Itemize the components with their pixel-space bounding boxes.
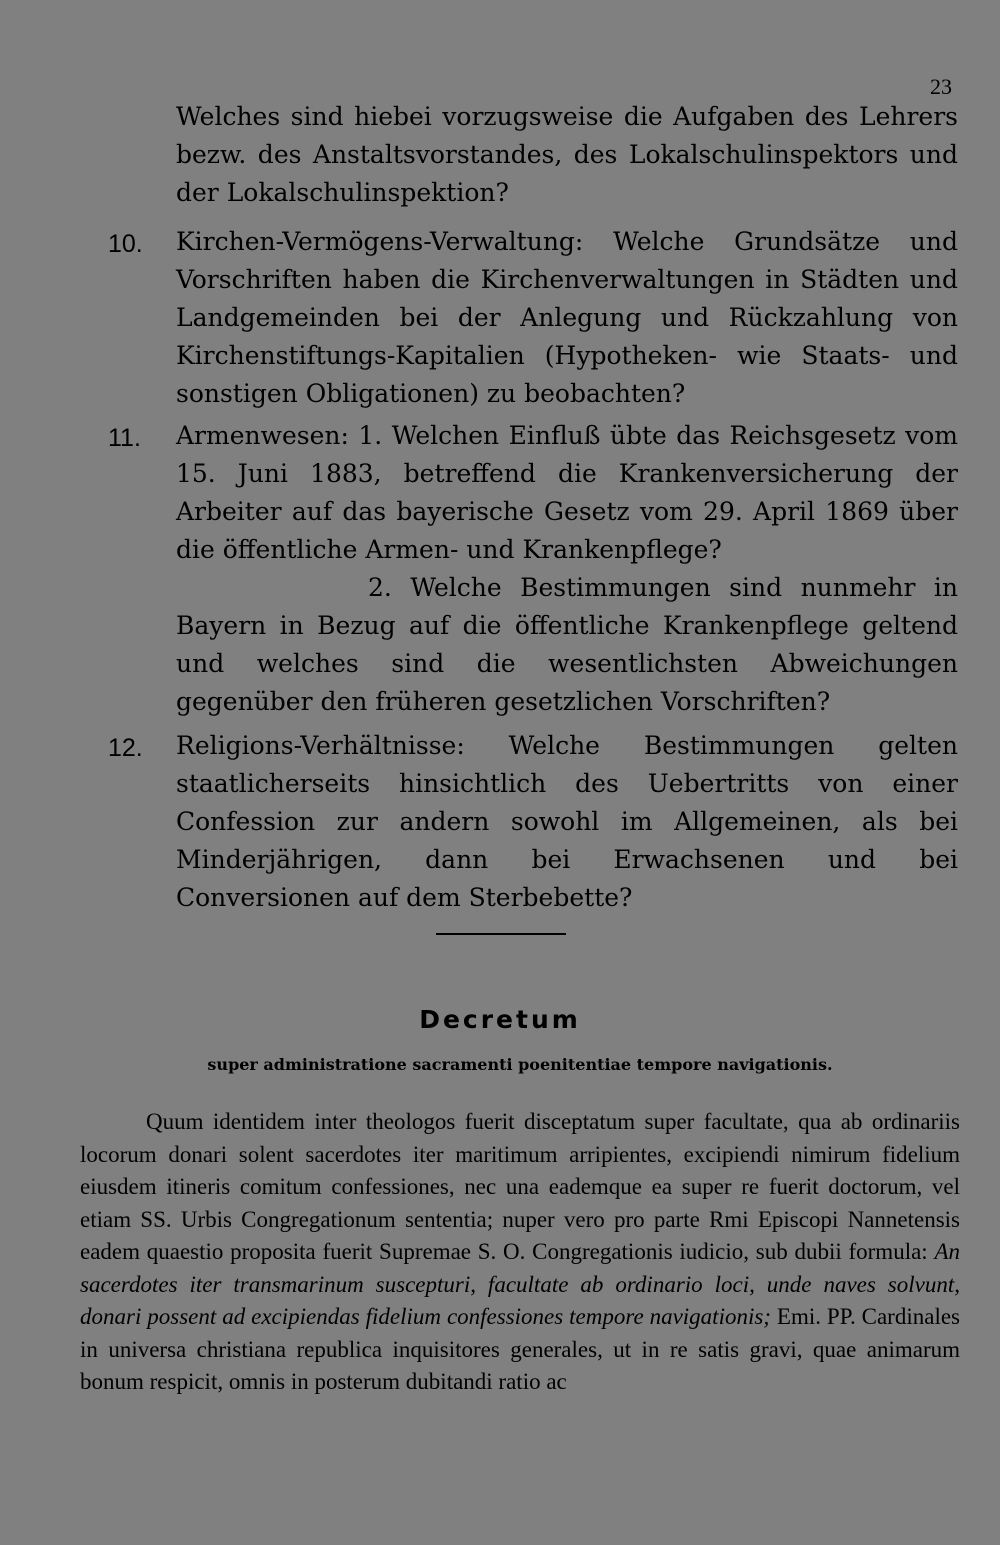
item-text-part2: 2. Welche Bestimmungen sind nunmehr in Bayern in Bezug auf die öffentliche Krankenpflege geltend und welches sind die wesentlichsten Abweichungen gegenüber den früheren gesetzlichen Vorschriften? (176, 573, 958, 716)
item-text: Kirchen-Vermögens-Verwaltung: Welche Grundsätze und Vorschriften haben die Kirchenverwaltungen in Städten und Landgemeinden bei der Anlegung und Rückzahlung von Kirchenstiftungs-Kapitalien (Hypotheken- wie Staats- und sonstigen Obligationen) zu beobachten? (176, 227, 958, 408)
section-divider (436, 933, 566, 935)
item-text: Armenwesen: 1. Welchen Einfluß übte das Reichsgesetz vom 15. Juni 1883, betreffend die Krankenversicherung der Arbeiter auf das bayerische Gesetz vom 29. April 1869 über die öffentliche Armen- und Krankenpflege? (176, 421, 958, 564)
item-number: 11. (108, 424, 141, 452)
intro-question: Welches sind hiebei vorzugsweise die Aufgaben des Lehrers bezw. des Anstaltsvorstandes, des Lokalschulinspektors und der Lokalschulinspektion? (176, 102, 958, 207)
decree-title: Decretum (419, 1005, 581, 1034)
decree-question-italic: An sacerdotes iter transmarinum suscepturi, facultate ab ordinario loci, unde naves solvunt, donari possent ad excipiendas fidelium confessiones tempore navigationis; (80, 1239, 960, 1329)
decree-paragraph (80, 1106, 960, 1399)
item-number: 10. (108, 230, 143, 258)
decree-text-start: Quum identidem inter theologos fuerit disceptatum super facultate, qua ab ordinariis locorum donari solent sacerdotes iter maritimum arripientes, excipiendi nimirum fidelium eiusdem itineris comitum confessiones, nec una eademque ea super re fuerit doctorum, vel etiam SS. Urbis Congregationum sententia; nuper vero pro parte Rmi Episcopi Nannetensis eadem quaestio proposita fuerit Supremae S. O. Congregationis iudicio, sub dubii formula: (80, 1109, 960, 1264)
item-number: 12. (108, 734, 143, 762)
item-text: Religions-Verhältnisse: Welche Bestimmungen gelten staatlicherseits hinsichtlich des Uebertritts von einer Confession zur andern sowohl im Allgemeinen, als bei Minderjährigen, dann bei Erwachsenen und bei Conversionen auf dem Sterbebette? (176, 731, 958, 912)
page-number: 23 (930, 74, 952, 99)
decree-text-end: Emi. PP. Cardinales in universa christiana republica inquisitores generales, ut in re satis gravi, quae animarum bonum respicit, omnis in posterum dubitandi ratio ac (80, 1304, 960, 1394)
decree-subtitle: super administratione sacramenti poenitentiae tempore navigationis. (207, 1055, 833, 1074)
